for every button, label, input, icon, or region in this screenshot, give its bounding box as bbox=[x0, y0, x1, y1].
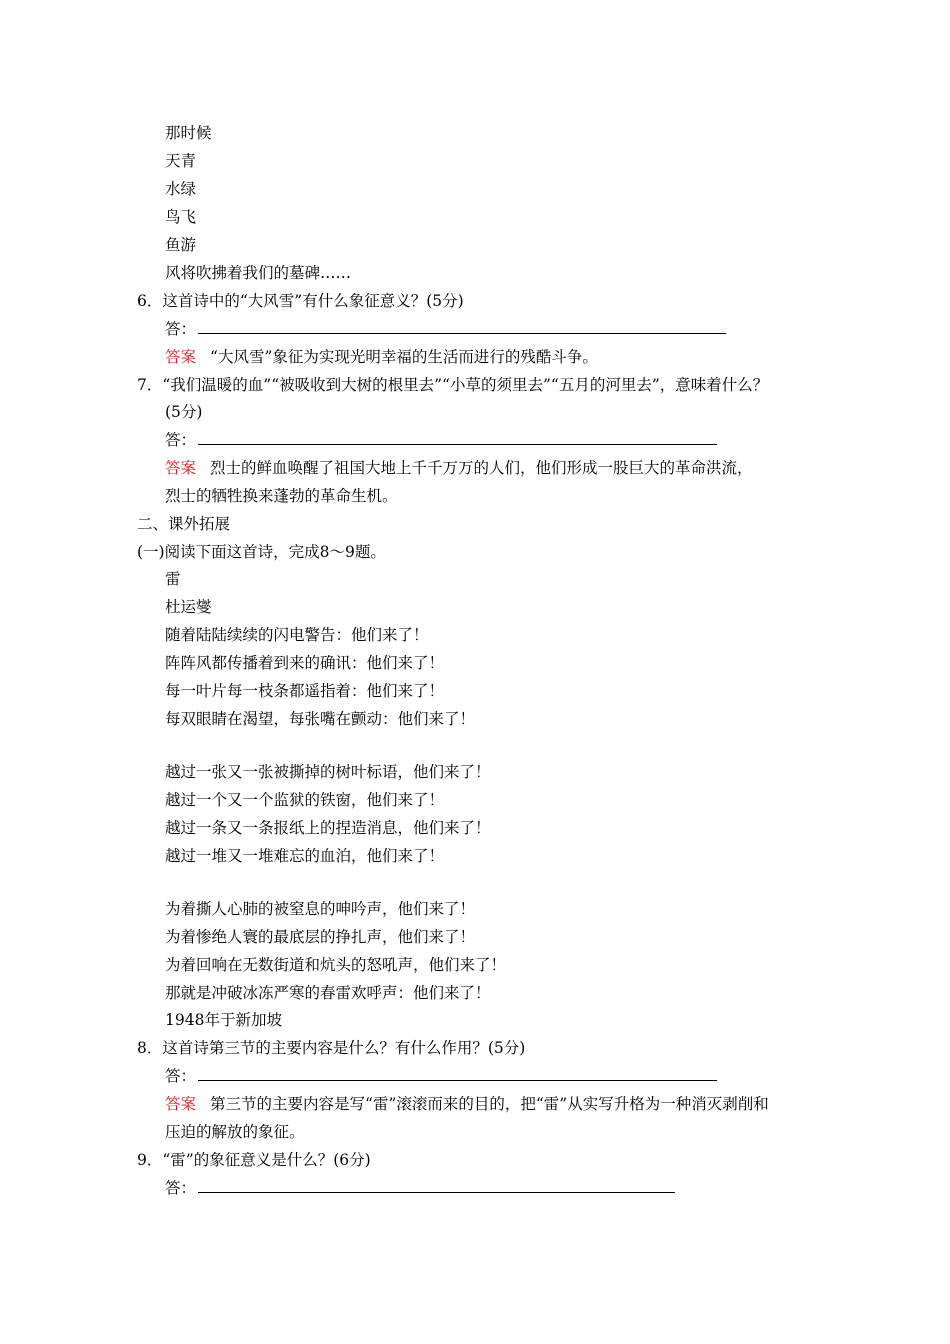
poem-line: 鸟飞 bbox=[165, 208, 197, 226]
answer-field-8[interactable] bbox=[165, 1066, 717, 1086]
poem-author: 杜运燮 bbox=[165, 598, 212, 616]
answer-text: 烈士的鲜血唤醒了祖国大地上千千万万的人们，他们形成一股巨大的革命洪流， bbox=[210, 459, 753, 477]
poem-line: 天青 bbox=[165, 152, 197, 170]
answer-prompt: 答： bbox=[165, 431, 197, 449]
answer-prompt: 答： bbox=[165, 1179, 197, 1197]
answer-text: “大风雪”象征为实现光明幸福的生活而进行的残酷斗争。 bbox=[210, 348, 598, 366]
subsection-heading: (一)阅读下面这首诗，完成8～9题。 bbox=[137, 543, 386, 561]
poem-line: 越过一条又一条报纸上的捏造消息，他们来了！ bbox=[165, 819, 491, 837]
poem-line: 每双眼睛在渴望，每张嘴在颤动：他们来了！ bbox=[165, 710, 476, 728]
question-9: 9．“雷”的象征意义是什么？(6分) bbox=[137, 1151, 371, 1169]
section-heading: 二、课外拓展 bbox=[137, 515, 231, 533]
answer-label: 答案 bbox=[165, 459, 197, 477]
answer-7 bbox=[165, 458, 753, 478]
poem-date: 1948年于新加坡 bbox=[165, 1011, 282, 1029]
poem-line: 鱼游 bbox=[165, 236, 197, 254]
answer-8 bbox=[165, 1094, 769, 1114]
answer-label: 答案 bbox=[165, 348, 197, 366]
poem-line: 那就是冲破冰冻严寒的春雷欢呼声：他们来了！ bbox=[165, 984, 491, 1002]
question-6: 6．这首诗中的“大风雪”有什么象征意义？(5分) bbox=[137, 292, 464, 310]
answer-6 bbox=[165, 347, 598, 367]
answer-blank[interactable] bbox=[198, 1178, 675, 1193]
answer-7-continued: 烈士的牺牲换来蓬勃的革命生机。 bbox=[165, 487, 398, 505]
answer-8-continued: 压迫的解放的象征。 bbox=[165, 1123, 305, 1141]
poem-line: 那时候 bbox=[165, 124, 212, 142]
poem-line: 为着惨绝人寰的最底层的挣扎声，他们来了！ bbox=[165, 928, 476, 946]
poem-title: 雷 bbox=[165, 570, 181, 588]
answer-prompt: 答： bbox=[165, 1067, 197, 1085]
question-8: 8．这首诗第三节的主要内容是什么？有什么作用？(5分) bbox=[137, 1039, 526, 1057]
answer-blank[interactable] bbox=[198, 319, 726, 334]
poem-line: 风将吹拂着我们的墓碑…… bbox=[165, 264, 352, 282]
answer-blank[interactable] bbox=[198, 430, 717, 445]
poem-line: 水绿 bbox=[165, 180, 197, 198]
answer-label: 答案 bbox=[165, 1095, 197, 1113]
answer-text: 第三节的主要内容是写“雷”滚滚而来的目的，把“雷”从实写升格为一种消灭剥削和 bbox=[210, 1095, 769, 1113]
answer-field-7[interactable] bbox=[165, 430, 717, 450]
question-7: 7．“我们温暖的血”“被吸收到大树的根里去”“小草的须里去”“五月的河里去”，意味着什么？ bbox=[137, 376, 769, 394]
question-7-points: (5分) bbox=[165, 403, 203, 421]
poem-line: 随着陆陆续续的闪电警告：他们来了！ bbox=[165, 626, 429, 644]
poem-line: 每一叶片每一枝条都遥指着：他们来了！ bbox=[165, 682, 445, 700]
poem-line: 阵阵风都传播着到来的确讯：他们来了！ bbox=[165, 654, 445, 672]
answer-field-6[interactable] bbox=[165, 319, 726, 339]
poem-line: 越过一堆又一堆难忘的血泊，他们来了！ bbox=[165, 847, 445, 865]
answer-blank[interactable] bbox=[198, 1066, 717, 1081]
poem-line: 越过一张又一张被撕掉的树叶标语，他们来了！ bbox=[165, 763, 491, 781]
poem-line: 为着回响在无数街道和炕头的怒吼声，他们来了！ bbox=[165, 956, 507, 974]
answer-field-9[interactable] bbox=[165, 1178, 675, 1198]
answer-prompt: 答： bbox=[165, 320, 197, 338]
poem-line: 越过一个又一个监狱的铁窗，他们来了！ bbox=[165, 791, 445, 809]
poem-line: 为着撕人心肺的被窒息的呻吟声，他们来了！ bbox=[165, 900, 476, 918]
